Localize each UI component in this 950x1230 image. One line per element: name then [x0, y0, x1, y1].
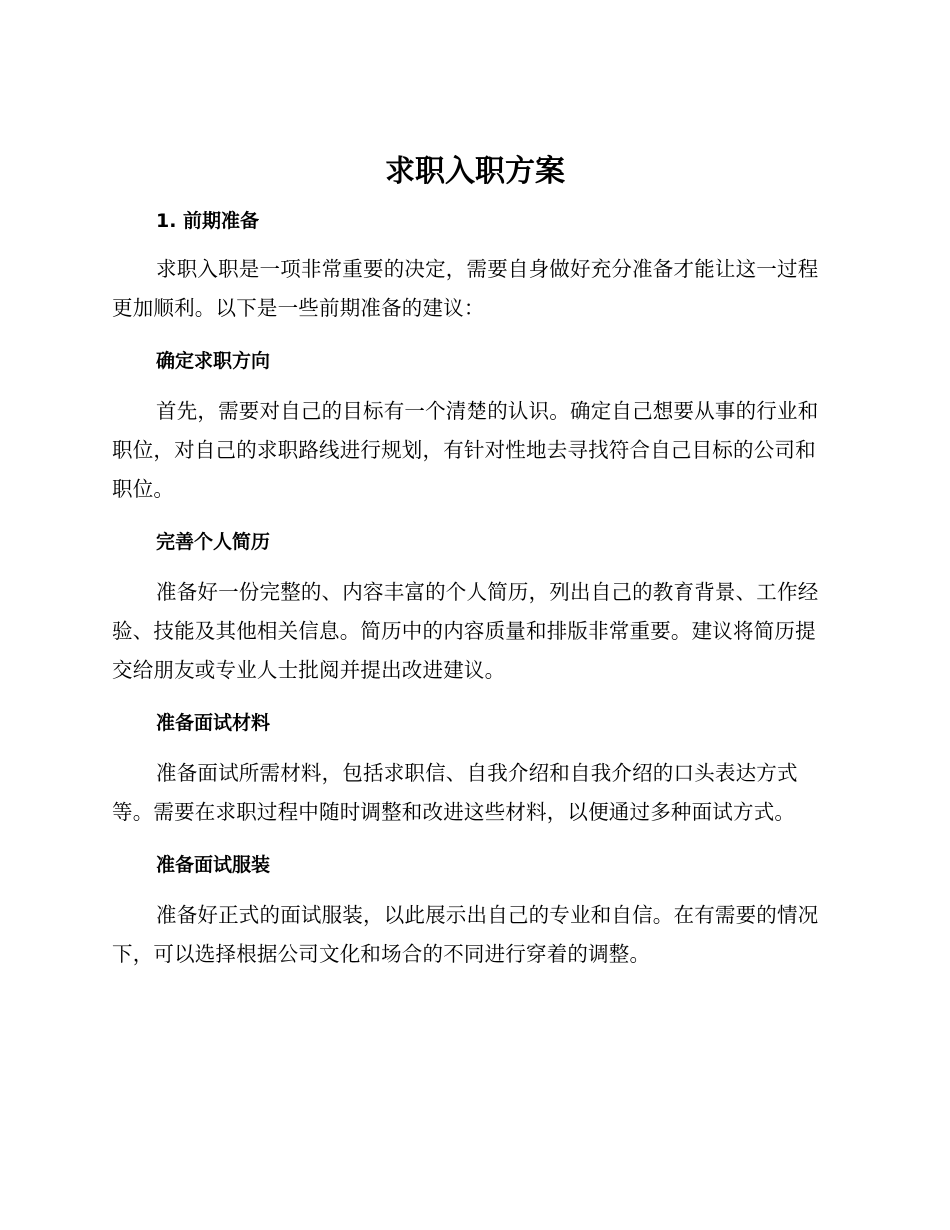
subsection-paragraph-job-direction: 首先，需要对自己的目标有一个清楚的认识。确定自己想要从事的行业和职位，对自己的求职路线进行规划，有针对性地去寻找符合自己目标的公司和职位。 [112, 399, 819, 501]
subsection-paragraph-interview-attire: 准备好正式的面试服装，以此展示出自己的专业和自信。在有需要的情况下，可以选择根据公司文化和场合的不同进行穿着的调整。 [112, 903, 819, 966]
subsection-paragraph-resume: 准备好一份完整的、内容丰富的个人简历，列出自己的教育背景、工作经验、技能及其他相关信息。简历中的内容质量和排版非常重要。建议将简历提交给朋友或专业人士批阅并提出改进建议。 [112, 580, 819, 682]
section-heading-preparation: 1. 前期准备 [156, 210, 260, 232]
subsection-heading-interview-materials: 准备面试材料 [156, 712, 271, 734]
intro-paragraph: 求职入职是一项非常重要的决定，需要自身做好充分准备才能让这一过程更加顺利。以下是一些前期准备的建议： [112, 257, 819, 320]
subsection-heading-interview-attire: 准备面试服装 [156, 854, 271, 876]
subsection-paragraph-interview-materials: 准备面试所需材料，包括求职信、自我介绍和自我介绍的口头表达方式等。需要在求职过程中随时调整和改进这些材料，以便通过多种面试方式。 [112, 761, 798, 824]
subsection-heading-job-direction: 确定求职方向 [156, 350, 271, 372]
subsection-heading-resume: 完善个人简历 [156, 531, 271, 553]
document-title: 求职入职方案 [385, 154, 565, 189]
document-body [112, 202, 832, 988]
